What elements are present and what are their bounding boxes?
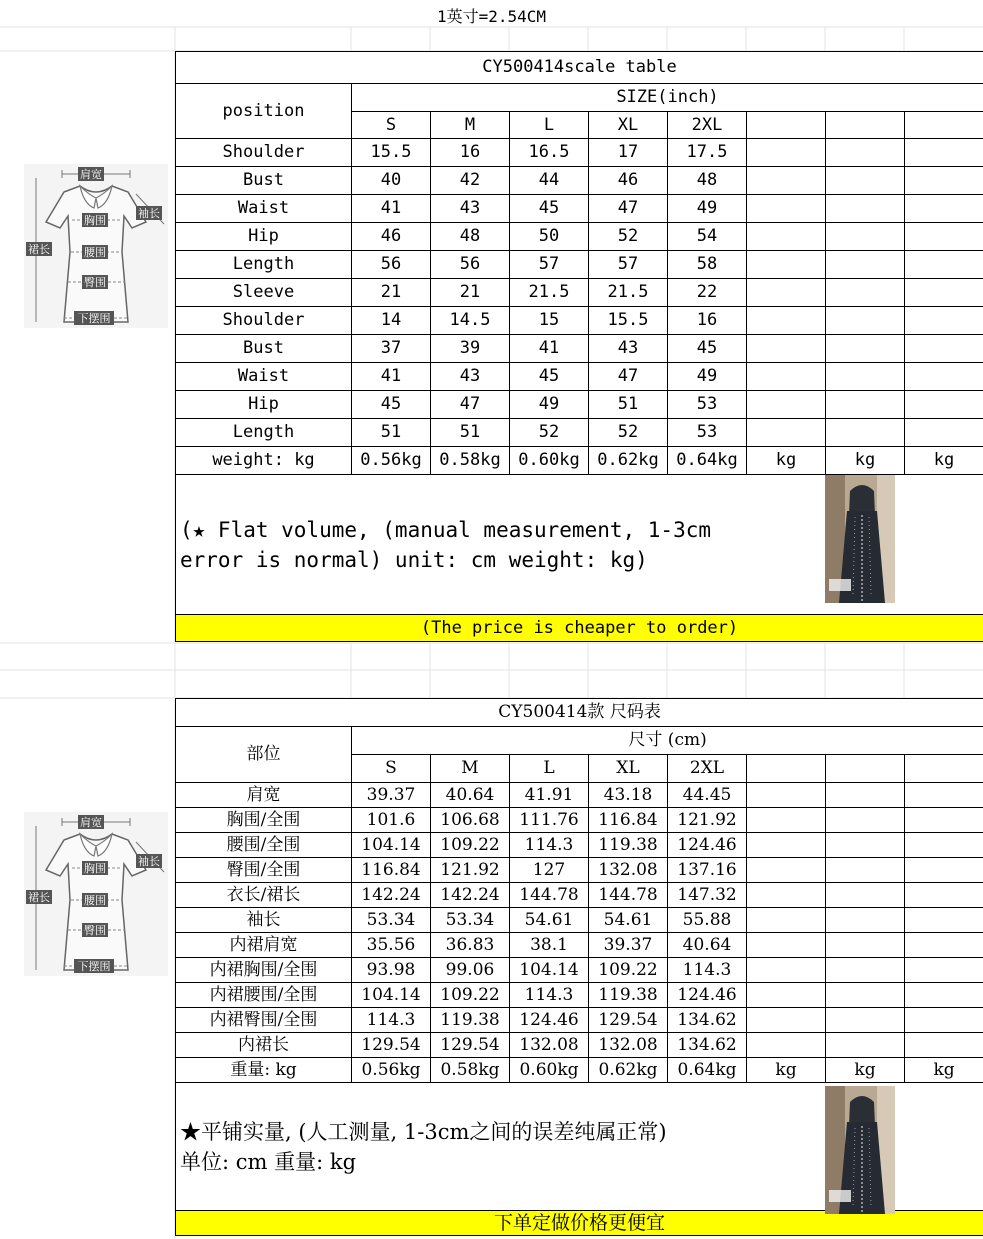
table-row xyxy=(176,983,983,1008)
measurement-value: 129.54 xyxy=(431,1033,510,1058)
measurement-value: 15.5 xyxy=(589,307,668,335)
measurement-label: 衣长/裙长 xyxy=(176,883,352,908)
product-photo-svg xyxy=(825,475,895,603)
measurement-value: 57 xyxy=(589,251,668,279)
measurement-value: 41.91 xyxy=(510,783,589,808)
size-label: XL xyxy=(589,112,668,139)
measurement-value: 41 xyxy=(352,363,431,391)
weight-label: 重量: kg xyxy=(176,1058,352,1083)
measurement-value: 15.5 xyxy=(352,139,431,167)
measurement-value: 51 xyxy=(431,419,510,447)
dress-diagram-svg xyxy=(24,164,168,328)
table-row xyxy=(176,933,983,958)
measurement-value: 137.16 xyxy=(668,858,747,883)
measurement-value: 54 xyxy=(668,223,747,251)
measurement-value: 41 xyxy=(352,195,431,223)
weight-value: 0.60kg xyxy=(510,447,589,475)
weight-value: 0.58kg xyxy=(431,1058,510,1083)
measurement-value: 37 xyxy=(352,335,431,363)
measurement-value: 58 xyxy=(668,251,747,279)
measurement-value: 109.22 xyxy=(431,983,510,1008)
measurement-value: 49 xyxy=(668,363,747,391)
measurement-value: 21 xyxy=(352,279,431,307)
weight-unit: kg xyxy=(826,447,905,475)
measurement-value: 48 xyxy=(431,223,510,251)
measurement-value: 46 xyxy=(589,167,668,195)
measurement-value: 142.24 xyxy=(352,883,431,908)
weight-value: 0.56kg xyxy=(352,1058,431,1083)
measurement-value: 40 xyxy=(352,167,431,195)
size-header: 尺寸 (cm) xyxy=(352,727,983,755)
measurement-value: 114.3 xyxy=(510,983,589,1008)
table-row xyxy=(176,883,983,908)
measurement-value: 47 xyxy=(431,391,510,419)
size-label: L xyxy=(510,755,589,783)
measurement-label: Length xyxy=(176,419,352,447)
table-row xyxy=(176,335,983,363)
table-row xyxy=(176,783,983,808)
measurement-value: 45 xyxy=(668,335,747,363)
measurement-value: 21.5 xyxy=(589,279,668,307)
measurement-value: 46 xyxy=(352,223,431,251)
measurement-value: 39.37 xyxy=(589,933,668,958)
table-row xyxy=(176,363,983,391)
measurement-value: 144.78 xyxy=(589,883,668,908)
table-title: CY500414款 尺码表 xyxy=(176,699,983,727)
measurement-value: 51 xyxy=(589,391,668,419)
measurement-value: 45 xyxy=(352,391,431,419)
measurement-value: 43.18 xyxy=(589,783,668,808)
table-row xyxy=(176,279,983,307)
measurement-value: 116.84 xyxy=(352,858,431,883)
table-row xyxy=(176,223,983,251)
measurement-label: 胸围/全围 xyxy=(176,808,352,833)
measurement-value: 111.76 xyxy=(510,808,589,833)
measurement-label: 内裙长 xyxy=(176,1033,352,1058)
size-header: SIZE(inch) xyxy=(352,84,983,112)
measurement-note: (★ Flat volume, (manual measurement, 1-3cm error is normal) unit: cm weight: kg) xyxy=(180,517,712,572)
weight-value: 0.58kg xyxy=(431,447,510,475)
measurement-label: Sleeve xyxy=(176,279,352,307)
measurement-value: 21.5 xyxy=(510,279,589,307)
measurement-label: Bust xyxy=(176,335,352,363)
measurement-value: 22 xyxy=(668,279,747,307)
measurement-value: 44.45 xyxy=(668,783,747,808)
diagram-label-hip: 臀围 xyxy=(84,276,106,289)
weight-value: 0.62kg xyxy=(589,447,668,475)
measurement-value: 104.14 xyxy=(352,833,431,858)
table-row xyxy=(176,167,983,195)
size-label: S xyxy=(352,755,431,783)
dress-measurement-diagram xyxy=(24,164,168,332)
measurement-value: 40.64 xyxy=(668,933,747,958)
weight-value: 0.64kg xyxy=(668,1058,747,1083)
measurement-value: 51 xyxy=(352,419,431,447)
position-header: position xyxy=(176,84,352,139)
measurement-value: 21 xyxy=(431,279,510,307)
dress-measurement-diagram xyxy=(24,812,168,980)
measurement-note-line-1: ★平铺实量, (人工测量, 1-3cm之间的误差纯属正常) xyxy=(180,1119,667,1144)
diagram-label-sleeve: 袖长 xyxy=(138,855,160,868)
measurement-value: 129.54 xyxy=(352,1033,431,1058)
measurement-label: Waist xyxy=(176,363,352,391)
table-row xyxy=(176,1033,983,1058)
measurement-value: 42 xyxy=(431,167,510,195)
measurement-value: 116.84 xyxy=(589,808,668,833)
measurement-value: 44 xyxy=(510,167,589,195)
table-row xyxy=(176,251,983,279)
measurement-value: 106.68 xyxy=(431,808,510,833)
measurement-label: Hip xyxy=(176,391,352,419)
measurement-value: 56 xyxy=(431,251,510,279)
measurement-value: 53.34 xyxy=(431,908,510,933)
measurement-value: 57 xyxy=(510,251,589,279)
diagram-label-length: 裙长 xyxy=(28,243,50,256)
measurement-value: 114.3 xyxy=(352,1008,431,1033)
measurement-label: 腰围/全围 xyxy=(176,833,352,858)
weight-value: 0.56kg xyxy=(352,447,431,475)
measurement-label: 内裙肩宽 xyxy=(176,933,352,958)
weight-unit: kg xyxy=(826,1058,905,1083)
measurement-value: 43 xyxy=(431,195,510,223)
diagram-label-waist: 腰围 xyxy=(84,246,106,259)
measurement-value: 121.92 xyxy=(431,858,510,883)
measurement-value: 53 xyxy=(668,391,747,419)
measurement-label: Bust xyxy=(176,167,352,195)
weight-value: 0.60kg xyxy=(510,1058,589,1083)
measurement-value: 52 xyxy=(589,223,668,251)
weight-value: 0.62kg xyxy=(589,1058,668,1083)
measurement-value: 132.08 xyxy=(589,858,668,883)
measurement-value: 17 xyxy=(589,139,668,167)
diagram-label-hip: 臀围 xyxy=(84,924,106,937)
measurement-value: 47 xyxy=(589,363,668,391)
price-footer: (The price is cheaper to order) xyxy=(176,615,983,642)
measurement-value: 50 xyxy=(510,223,589,251)
measurement-value: 56 xyxy=(352,251,431,279)
price-footer: 下单定做价格更便宜 xyxy=(176,1211,983,1236)
measurement-value: 52 xyxy=(510,419,589,447)
table-row xyxy=(176,858,983,883)
measurement-value: 16 xyxy=(668,307,747,335)
diagram-label-waist: 腰围 xyxy=(84,894,106,907)
measurement-value: 17.5 xyxy=(668,139,747,167)
measurement-value: 16 xyxy=(431,139,510,167)
measurement-value: 52 xyxy=(589,419,668,447)
measurement-value: 53 xyxy=(668,419,747,447)
dress-diagram-svg xyxy=(24,812,168,976)
table-title: CY500414scale table xyxy=(176,52,983,84)
measurement-value: 104.14 xyxy=(510,958,589,983)
measurement-value: 16.5 xyxy=(510,139,589,167)
size-label: S xyxy=(352,112,431,139)
weight-unit: kg xyxy=(747,447,826,475)
weight-unit: kg xyxy=(905,1058,983,1083)
size-label: 2XL xyxy=(668,112,747,139)
measurement-value: 109.22 xyxy=(431,833,510,858)
table-row xyxy=(176,808,983,833)
measurement-value: 132.08 xyxy=(589,1033,668,1058)
weight-unit: kg xyxy=(905,447,983,475)
position-header: 部位 xyxy=(176,727,352,783)
measurement-value: 43 xyxy=(589,335,668,363)
measurement-value: 101.6 xyxy=(352,808,431,833)
measurement-label: Shoulder xyxy=(176,307,352,335)
diagram-label-sleeve: 袖长 xyxy=(138,207,160,220)
measurement-value: 121.92 xyxy=(668,808,747,833)
measurement-value: 93.98 xyxy=(352,958,431,983)
diagram-label-shoulder: 肩宽 xyxy=(80,168,102,181)
measurement-value: 45 xyxy=(510,363,589,391)
diagram-label-shoulder: 肩宽 xyxy=(80,816,102,829)
measurement-value: 124.46 xyxy=(668,983,747,1008)
measurement-value: 47 xyxy=(589,195,668,223)
table-row xyxy=(176,307,983,335)
measurement-value: 54.61 xyxy=(510,908,589,933)
measurement-value: 15 xyxy=(510,307,589,335)
measurement-label: Hip xyxy=(176,223,352,251)
diagram-label-hem: 下摆围 xyxy=(77,312,111,325)
measurement-value: 114.3 xyxy=(668,958,747,983)
measurement-value: 134.62 xyxy=(668,1033,747,1058)
measurement-value: 99.06 xyxy=(431,958,510,983)
size-label: L xyxy=(510,112,589,139)
measurement-value: 124.46 xyxy=(668,833,747,858)
measurement-value: 124.46 xyxy=(510,1008,589,1033)
measurement-value: 54.61 xyxy=(589,908,668,933)
weight-value: 0.64kg xyxy=(668,447,747,475)
diagram-label-bust: 胸围 xyxy=(84,214,106,227)
table-row xyxy=(176,908,983,933)
measurement-value: 53.34 xyxy=(352,908,431,933)
size-label: M xyxy=(431,755,510,783)
measurement-label: 肩宽 xyxy=(176,783,352,808)
measurement-label: 袖长 xyxy=(176,908,352,933)
table-row xyxy=(176,391,983,419)
weight-unit: kg xyxy=(747,1058,826,1083)
unit-conversion-title: 1英寸=2.54CM xyxy=(436,7,547,26)
measurement-value: 35.56 xyxy=(352,933,431,958)
product-photo xyxy=(825,1086,895,1214)
table-row xyxy=(176,833,983,858)
measurement-value: 48 xyxy=(668,167,747,195)
measurement-value: 119.38 xyxy=(431,1008,510,1033)
measurement-label: Length xyxy=(176,251,352,279)
diagram-label-hem: 下摆围 xyxy=(77,960,111,973)
product-photo xyxy=(825,475,895,603)
table-row xyxy=(176,958,983,983)
measurement-value: 127 xyxy=(510,858,589,883)
measurement-value: 40.64 xyxy=(431,783,510,808)
measurement-value: 49 xyxy=(668,195,747,223)
measurement-value: 14.5 xyxy=(431,307,510,335)
measurement-value: 119.38 xyxy=(589,833,668,858)
table-row xyxy=(176,419,983,447)
measurement-value: 39.37 xyxy=(352,783,431,808)
diagram-label-bust: 胸围 xyxy=(84,862,106,875)
size-label: 2XL xyxy=(668,755,747,783)
measurement-value: 147.32 xyxy=(668,883,747,908)
measurement-label: 臀围/全围 xyxy=(176,858,352,883)
table-row xyxy=(176,1008,983,1033)
measurement-value: 104.14 xyxy=(352,983,431,1008)
measurement-value: 134.62 xyxy=(668,1008,747,1033)
measurement-value: 142.24 xyxy=(431,883,510,908)
table-row xyxy=(176,139,983,167)
weight-label: weight: kg xyxy=(176,447,352,475)
measurement-value: 132.08 xyxy=(510,1033,589,1058)
measurement-value: 114.3 xyxy=(510,833,589,858)
size-label: XL xyxy=(589,755,668,783)
measurement-value: 109.22 xyxy=(589,958,668,983)
measurement-value: 14 xyxy=(352,307,431,335)
measurement-value: 39 xyxy=(431,335,510,363)
measurement-value: 45 xyxy=(510,195,589,223)
measurement-label: 内裙臀围/全围 xyxy=(176,1008,352,1033)
measurement-value: 49 xyxy=(510,391,589,419)
measurement-value: 55.88 xyxy=(668,908,747,933)
measurement-value: 41 xyxy=(510,335,589,363)
measurement-label: 内裙腰围/全围 xyxy=(176,983,352,1008)
size-label: M xyxy=(431,112,510,139)
measurement-value: 38.1 xyxy=(510,933,589,958)
measurement-value: 36.83 xyxy=(431,933,510,958)
measurement-value: 144.78 xyxy=(510,883,589,908)
measurement-label: Waist xyxy=(176,195,352,223)
table-row xyxy=(176,195,983,223)
measurement-value: 119.38 xyxy=(589,983,668,1008)
measurement-label: Shoulder xyxy=(176,139,352,167)
measurement-value: 43 xyxy=(431,363,510,391)
measurement-value: 129.54 xyxy=(589,1008,668,1033)
measurement-note-line-2: 单位: cm 重量: kg xyxy=(180,1149,357,1174)
product-photo-svg xyxy=(825,1086,895,1214)
diagram-label-length: 裙长 xyxy=(28,891,50,904)
measurement-label: 内裙胸围/全围 xyxy=(176,958,352,983)
